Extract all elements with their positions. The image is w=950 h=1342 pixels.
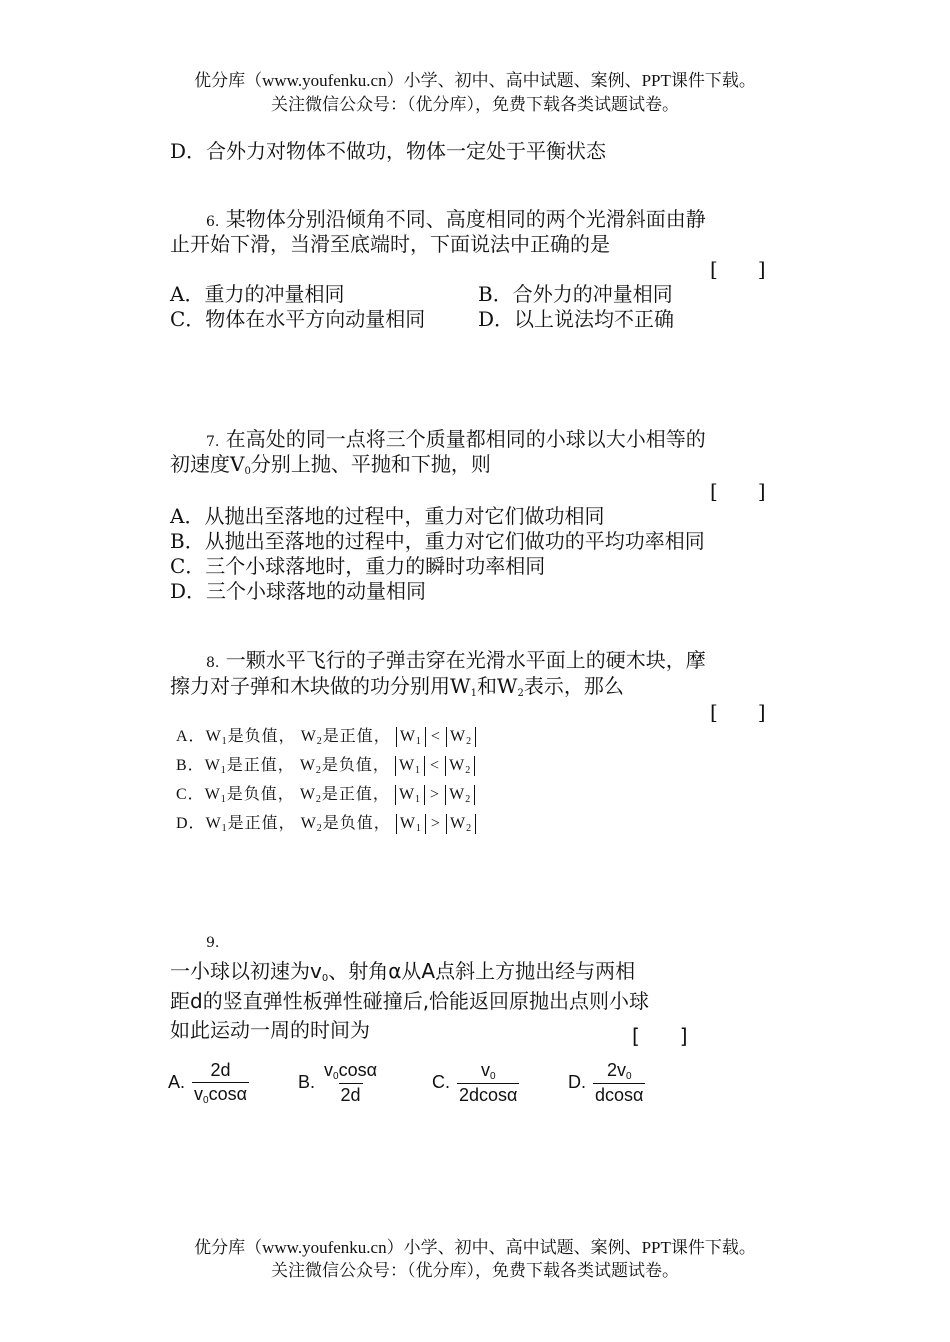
q7-option-a: A．从抛出至落地的过程中，重力对它们做功相同 — [170, 504, 605, 528]
header-line-1: 优分库（www.youfenku.cn）小学、初中、高中试题、案例、PPT课件下载。 — [194, 71, 756, 90]
footer-line-1: 优分库（www.youfenku.cn）小学、初中、高中试题、案例、PPT课件下载。 — [194, 1238, 756, 1257]
q9-answer-bracket: [ ] — [632, 1024, 688, 1048]
q9-option-d: D. $\frac{2v_0}{dcos\alpha}$ — [568, 1060, 644, 1105]
q9-stem-line-2: 距d的竖直弹性板弹性碰撞后,恰能返回原抛出点则小球 — [170, 989, 650, 1013]
footer-line-2: 关注微信公众号：（优分库），免费下载各类试题试卷。 — [271, 1261, 679, 1280]
q7-option-c: C．三个小球落地时，重力的瞬时功率相同 — [170, 554, 546, 578]
q8-option-b: B．$W_1$是正值， $W_2$是负值， $W_1 < W_2$ — [176, 752, 475, 776]
q8-option-a: A．$W_1$是负值， $W_2$是正值， $W_1 < W_2$ — [176, 723, 476, 747]
q8-stem-line-1: 8. 一颗水平飞行的子弹击穿在光滑水平面上的硬木块，摩 — [206, 648, 706, 672]
q9-stem-line-1: 一小球以初速为$v_0$、射角α从A点斜上方抛出经与两相 — [170, 959, 636, 984]
fraction: $\frac{2v_0}{dcos\alpha}$ — [595, 1060, 644, 1105]
q9-stem-line-3: 如此运动一周的时间为 — [170, 1018, 370, 1042]
header-line-2: 关注微信公众号：（优分库），免费下载各类试题试卷。 — [271, 95, 679, 114]
q6-stem-line-1: 6. 某物体分别沿倾角不同、高度相同的两个光滑斜面由静 — [206, 207, 706, 231]
fraction: $\frac{v_0}{2dcos\alpha}$ — [459, 1060, 518, 1105]
q8-stem-line-2: 擦力对子弹和木块做的功分别用$W_1$和$W_2$表示，那么 — [170, 674, 624, 699]
q7-answer-bracket: [ ] — [710, 479, 766, 503]
q8-option-c: C．$W_1$是负值， $W_2$是正值， $W_1 > W_2$ — [176, 781, 475, 805]
q6-option-a: A．重力的冲量相同 — [170, 282, 345, 306]
q9-option-b: B. $\frac{v_0\cos\alpha}{2d}$ — [298, 1060, 378, 1105]
q5-option-d: D．合外力对物体不做功，物体一定处于平衡状态 — [170, 139, 607, 163]
q6-number: 6. — [206, 214, 220, 230]
q7-stem-line-2: 初速度$V_0$分别上抛、平抛和下抛，则 — [170, 452, 491, 477]
q9-option-a: A. $\frac{2d}{v_0\cos\alpha}$ — [168, 1060, 248, 1106]
q7-option-d: D．三个小球落地的动量相同 — [170, 579, 427, 603]
q6-answer-bracket: [ ] — [710, 257, 766, 281]
q6-option-b: B．合外力的冲量相同 — [478, 282, 673, 306]
q6-option-c: C．物体在水平方向动量相同 — [170, 307, 426, 331]
q8-option-d: D．$W_1$是正值， $W_2$是负值， $W_1 > W_2$ — [176, 810, 476, 834]
q6-stem-line-2: 止开始下滑，当滑至底端时，下面说法中正确的是 — [170, 232, 610, 256]
q8-number: 8. — [206, 655, 220, 671]
q7-stem-line-1: 7. 在高处的同一点将三个质量都相同的小球以大小相等的 — [206, 427, 706, 451]
q9-number: 9. — [206, 935, 220, 951]
q7-number: 7. — [206, 434, 220, 450]
q6-option-d: D．以上说法均不正确 — [478, 307, 675, 331]
q9-option-c: C. $\frac{v_0}{2dcos\alpha}$ — [432, 1060, 518, 1105]
fraction: $\frac{v_0\cos\alpha}{2d}$ — [324, 1060, 378, 1105]
q8-answer-bracket: [ ] — [710, 700, 766, 724]
q7-option-b: B．从抛出至落地的过程中，重力对它们做功的平均功率相同 — [170, 529, 705, 553]
fraction: $\frac{2d}{v_0\cos\alpha}$ — [194, 1060, 248, 1106]
